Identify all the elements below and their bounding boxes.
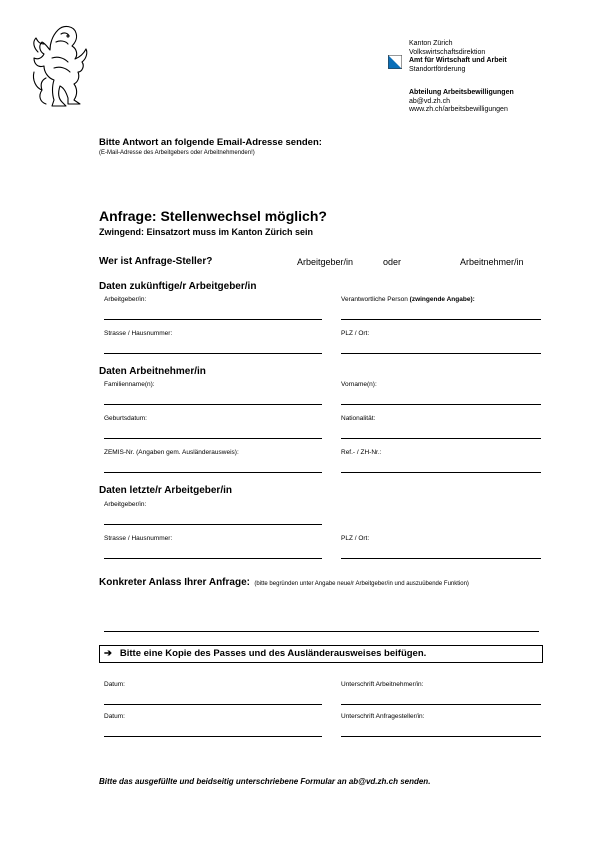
requester-option-arbeitnehmer[interactable]: Arbeitnehmer/in (460, 257, 524, 267)
header-email: ab@vd.zh.ch (409, 97, 450, 105)
reason-note: (bitte begründen unter Angabe neue/r Arbeitgeber/in und auszuübende Funktion) (254, 581, 469, 587)
input-ref[interactable] (341, 472, 541, 473)
arrow-right-icon: ➔ (104, 648, 112, 659)
label-familienname: Familienname(n): (104, 381, 155, 388)
label-datum-2: Datum: (104, 713, 125, 720)
input-last-arbeitgeber[interactable] (104, 524, 322, 525)
label-last-arbeitgeber: Arbeitgeber/in: (104, 501, 147, 508)
input-strasse[interactable] (104, 353, 322, 354)
reply-note: (E-Mail-Adresse des Arbeitgebers oder Arbeitnehmenden!) (99, 150, 255, 156)
notice-box (99, 645, 543, 663)
label-nationalitaet: Nationalität: (341, 415, 376, 422)
label-strasse: Strasse / Hausnummer: (104, 330, 173, 337)
label-last-strasse: Strasse / Hausnummer: (104, 535, 173, 542)
label-vorname: Vorname(n): (341, 381, 377, 388)
input-arbeitgeber[interactable] (104, 319, 322, 320)
header-amt: Amt für Wirtschaft und Arbeit (409, 57, 507, 64)
input-datum-2[interactable] (104, 736, 322, 737)
label-ref: Ref.- / ZH-Nr.: (341, 449, 382, 456)
input-vorname[interactable] (341, 404, 541, 405)
section-employee: Daten Arbeitnehmer/in (99, 366, 206, 377)
header-abteilung: Abteilung Arbeitsbewilligungen (409, 89, 514, 96)
input-zemis[interactable] (104, 472, 322, 473)
header-website: www.zh.ch/arbeitsbewilligungen (409, 106, 508, 113)
input-unterschrift-arbeitnehmer[interactable] (341, 704, 541, 705)
label-unterschrift-arbeitnehmer: Unterschrift Arbeitnehmer/in: (341, 681, 424, 688)
header-standort: Standortförderung (409, 65, 466, 73)
header-kanton: Kanton Zürich (409, 40, 453, 47)
notice-text: Bitte eine Kopie des Passes und des Ausländerausweises beifügen. (119, 648, 427, 659)
label-unterschrift-anfragesteller: Unterschrift Anfragesteller/in: (341, 713, 425, 720)
input-unterschrift-anfragesteller[interactable] (341, 736, 541, 737)
label-arbeitgeber: Arbeitgeber/in: (104, 296, 147, 303)
notice-text-row (104, 648, 426, 659)
requester-option-arbeitgeber[interactable]: Arbeitgeber/in (297, 257, 354, 267)
reason-heading-row (99, 572, 469, 590)
label-zemis: ZEMIS-Nr. (Angaben gem. Ausländerausweis): (104, 449, 239, 456)
label-datum-1: Datum: (104, 681, 125, 688)
input-familienname[interactable] (104, 404, 322, 405)
label-last-plz-ort: PLZ / Ort: (341, 535, 370, 542)
reply-heading: Bitte Antwort an folgende Email-Adresse senden: (99, 137, 322, 148)
reason-heading: Konkreter Anlass Ihrer Anfrage: (99, 577, 250, 588)
label-plz-ort: PLZ / Ort: (341, 330, 370, 337)
label-geburtsdatum: Geburtsdatum: (104, 415, 147, 422)
label-verantwortliche-person: Verantwortliche Person (zwingende Angabe): (341, 296, 475, 303)
input-verantwortliche-person[interactable] (341, 319, 541, 320)
input-nationalitaet[interactable] (341, 438, 541, 439)
input-reason[interactable] (104, 631, 539, 632)
zurich-lion-logo (28, 22, 94, 110)
kanton-zurich-mark (388, 55, 402, 69)
input-plz-ort[interactable] (341, 353, 541, 354)
section-future-employer: Daten zukünftige/r Arbeitgeber/in (99, 281, 257, 292)
header-direktion: Volkswirtschaftsdirektion (409, 48, 486, 56)
input-last-plz-ort[interactable] (341, 558, 541, 559)
section-last-employer: Daten letzte/r Arbeitgeber/in (99, 485, 232, 496)
input-last-strasse[interactable] (104, 558, 322, 559)
footer-instruction: Bitte das ausgefüllte und beidseitig unterschriebene Formular an ab@vd.zh.ch senden. (99, 777, 431, 786)
input-datum-1[interactable] (104, 704, 322, 705)
input-geburtsdatum[interactable] (104, 438, 322, 439)
page-subtitle: Zwingend: Einsatzort muss im Kanton Zürich sein (99, 227, 314, 237)
requester-question: Wer ist Anfrage-Steller? (99, 256, 213, 267)
requester-oder: oder (383, 257, 402, 267)
page-title: Anfrage: Stellenwechsel möglich? (99, 208, 327, 224)
